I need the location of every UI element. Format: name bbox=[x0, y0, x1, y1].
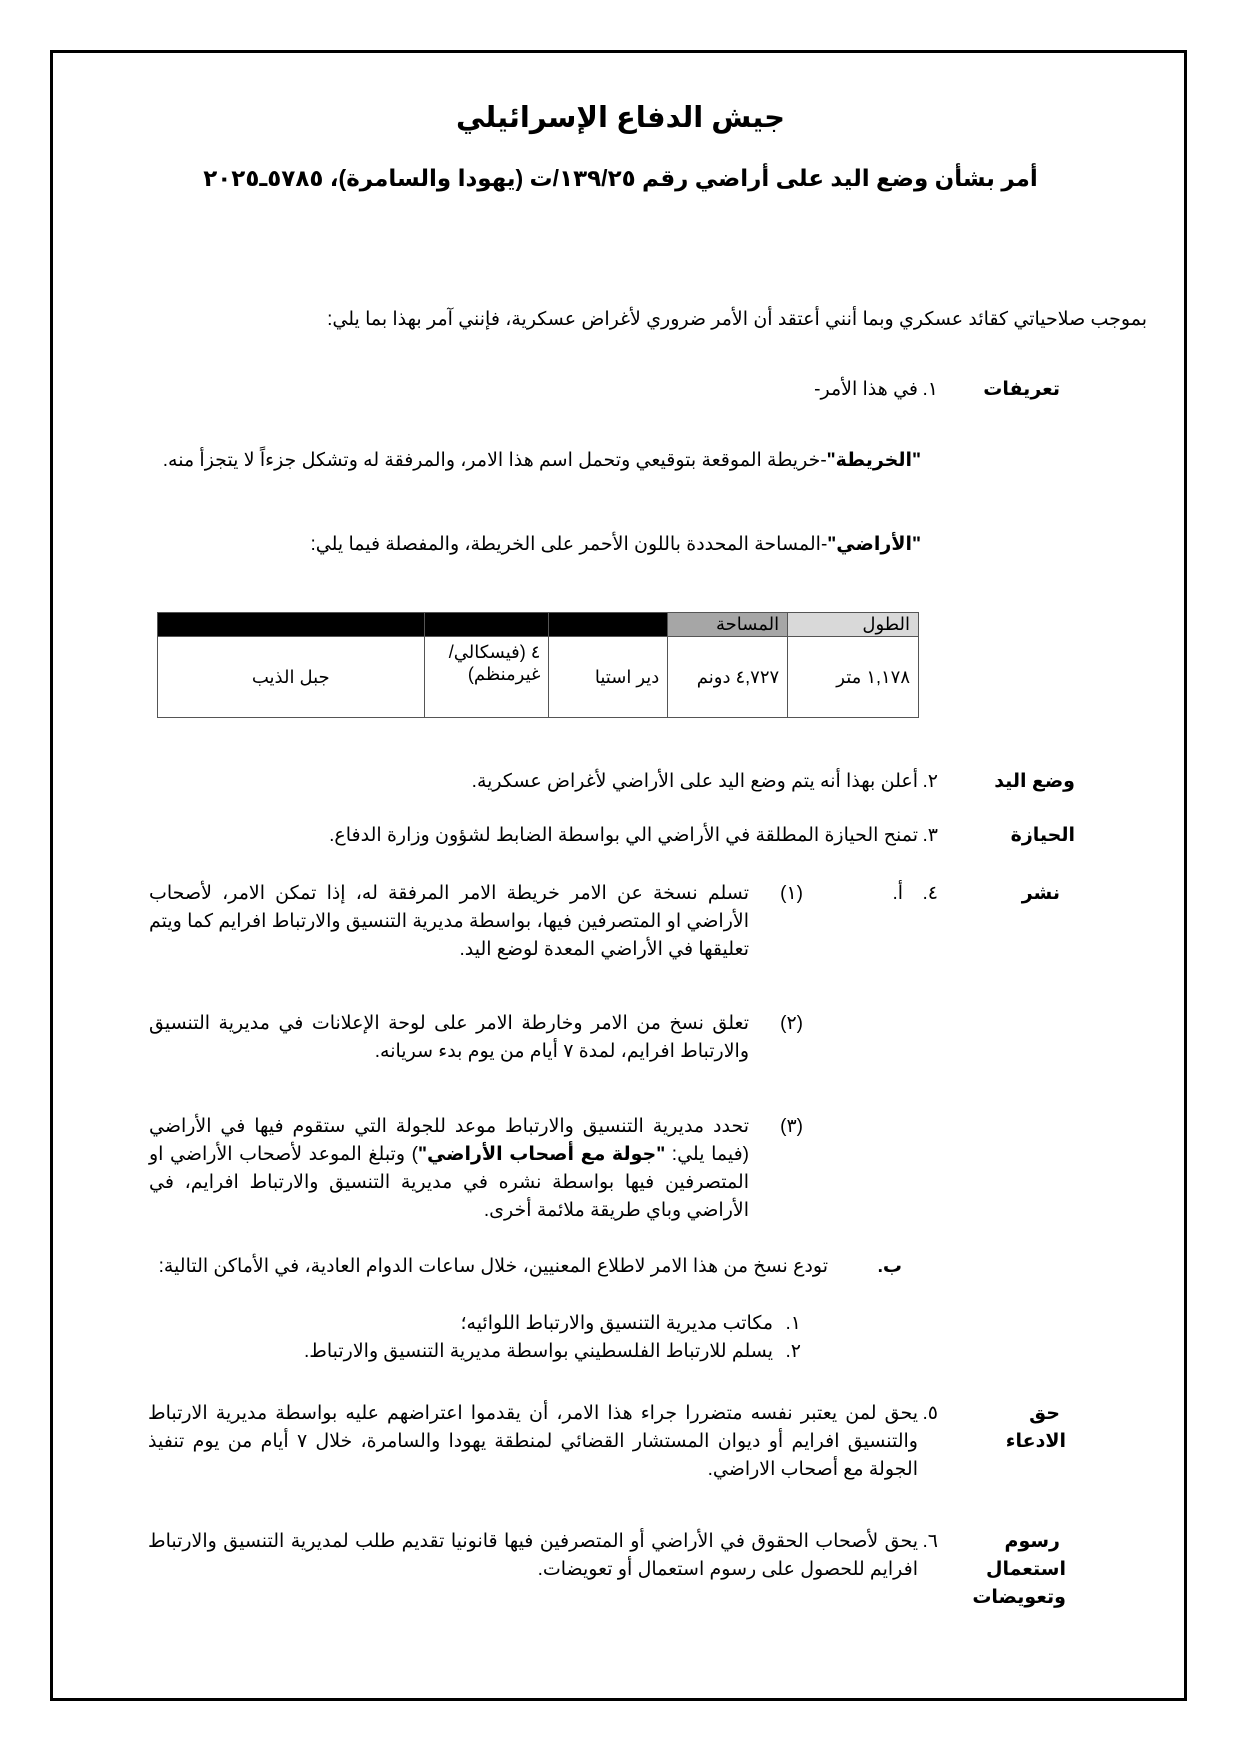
table-header-blank bbox=[158, 613, 425, 637]
section3-text: تمنح الحيازة المطلقة في الأراضي الي بواسطة الضابط لشؤون وزارة الدفاع. bbox=[329, 825, 918, 846]
table-row bbox=[158, 637, 919, 718]
item1-text: تسلم نسخة عن الامر خريطة الامر المرفقة له، إذا تمكن الامر، لأصحاب الأراضي او المتصرفين فيها، بواسطة مديرية التنسيق والارتباط افرايم كما ويتم تعليقها في الأراضي المعدة لوضع اليد. bbox=[149, 883, 749, 960]
item2-label: (٢) bbox=[780, 1013, 803, 1034]
preamble: بموجب صلاحياتي كقائد عسكري وبما أنني أعتقد أن الأمر ضروري لأغراض عسكرية، فإنني آمر بهذا بما يلي: bbox=[327, 309, 1147, 330]
item3-label: (٣) bbox=[780, 1116, 803, 1137]
section5-heading-line2: الادعاء bbox=[1005, 1431, 1066, 1452]
definition-land-text: -المساحة المحددة باللون الأحمر على الخريطة، والمفصلة فيما يلي: bbox=[310, 534, 828, 555]
section2-number: ٢. bbox=[922, 771, 938, 792]
section1-number: ١. bbox=[922, 379, 938, 400]
place1-label: ١. bbox=[785, 1313, 801, 1334]
table-header-length: الطول bbox=[788, 613, 919, 637]
cell-length: ١,١٧٨ متر bbox=[788, 637, 919, 718]
section1-text: في هذا الأمر- bbox=[814, 379, 918, 400]
section4-sub-b: ب. bbox=[877, 1256, 902, 1277]
section6-heading-line1: رسوم bbox=[1004, 1531, 1060, 1552]
section1-heading: تعريفات bbox=[983, 379, 1060, 400]
cell-block: ٤ (فيسكالي/ غيرمنظم) bbox=[424, 637, 549, 718]
section3-number: ٣. bbox=[922, 825, 938, 846]
definition-map-term: "الخريطة" bbox=[826, 450, 921, 471]
section6-heading-line3: وتعويضات bbox=[972, 1587, 1066, 1608]
item3-text-after: ) وتبلغ الموعد لأصحاب الأراضي او المتصرفين فيها بواسطة نشره في مديرية التنسيق والارتباط افرايم، في الأراضي وباي طريقة ملائمة أخرى. bbox=[149, 1144, 749, 1221]
item3-text-before: تحدد مديرية التنسيق والارتباط موعد للجولة التي ستقوم فيها في الأراضي (فيما يلي: bbox=[149, 1116, 749, 1165]
section5-heading-line1: حق bbox=[1029, 1403, 1060, 1424]
table-header-row bbox=[158, 613, 919, 637]
definition-land bbox=[310, 531, 921, 559]
section5-text: يحق لمن يعتبر نفسه متضررا جراء هذا الامر، أن يقدموا اعتراضهم عليه بواسطة مديرية الارتباط والتنسيق افرايم أو ديوان المستشار القضائي لمنطقة يهودا والسامرة، خلال ٧ أيام من يوم تنفيذ الجولة مع أصحاب الاراضي. bbox=[148, 1403, 918, 1480]
item1-label: (١) bbox=[780, 883, 803, 904]
section4-number: ٤. bbox=[922, 883, 938, 904]
document-title: جيش الدفاع الإسرائيلي bbox=[455, 102, 786, 134]
sub-b-text: تودع نسخ من هذا الامر لاطلاع المعنيين، خلال ساعات الدوام العادية، في الأماكن التالية: bbox=[158, 1256, 828, 1277]
section4-heading: نشر bbox=[1021, 883, 1060, 904]
section6-text: يحق لأصحاب الحقوق في الأراضي أو المتصرفين فيها قانونيا تقديم طلب لمديرية التنسيق والارتباط افرايم للحصول على رسوم استعمال أو تعويضات. bbox=[148, 1531, 918, 1580]
table-header-blank bbox=[549, 613, 668, 637]
section5-number: ٥. bbox=[922, 1403, 938, 1424]
table-header-blank bbox=[424, 613, 549, 637]
place2-label: ٢. bbox=[785, 1341, 801, 1362]
cell-village: دير استيا bbox=[549, 637, 668, 718]
section3-heading: الحيازة bbox=[1010, 825, 1075, 846]
place1-text: مكاتب مديرية التنسيق والارتباط اللوائيه؛ bbox=[460, 1313, 773, 1334]
table-header-area: المساحة bbox=[668, 613, 788, 637]
section2-heading: وضع اليد bbox=[994, 771, 1075, 792]
cell-area: ٤,٧٢٧ دونم bbox=[668, 637, 788, 718]
item3-text bbox=[149, 1113, 749, 1225]
definition-map bbox=[151, 447, 921, 475]
definition-map-text: -خريطة الموقعة بتوقيعي وتحمل اسم هذا الامر، والمرفقة له وتشكل جزءاً لا يتجزأ منه. bbox=[162, 450, 827, 471]
item2-text: تعلق نسخ من الامر وخارطة الامر على لوحة الإعلانات في مديرية التنسيق والارتباط افرايم، لمدة ٧ أيام من يوم بدء سريانه. bbox=[149, 1013, 749, 1062]
section6-heading-line2: استعمال bbox=[985, 1559, 1066, 1580]
section2-text: أعلن بهذا أنه يتم وضع اليد على الأراضي لأغراض عسكرية. bbox=[471, 771, 918, 792]
item3-text-bold: "جولة مع أصحاب الأراضي" bbox=[417, 1144, 666, 1165]
document-subtitle: أمر بشأن وضع اليد على أراضي رقم ١٣٩/٢٥/ت (يهودا والسامرة)، ٥٧٨٥ـ٢٠٢٥ bbox=[203, 165, 1038, 191]
definition-land-term: "الأراضي" bbox=[827, 534, 921, 555]
land-table bbox=[157, 612, 919, 718]
section4-sub-a: أ. bbox=[892, 883, 903, 904]
cell-site-name: جبل الذيب bbox=[158, 637, 425, 718]
place2-text: يسلم للارتباط الفلسطيني بواسطة مديرية التنسيق والارتباط. bbox=[304, 1341, 773, 1362]
section6-number: ٦. bbox=[922, 1531, 938, 1552]
